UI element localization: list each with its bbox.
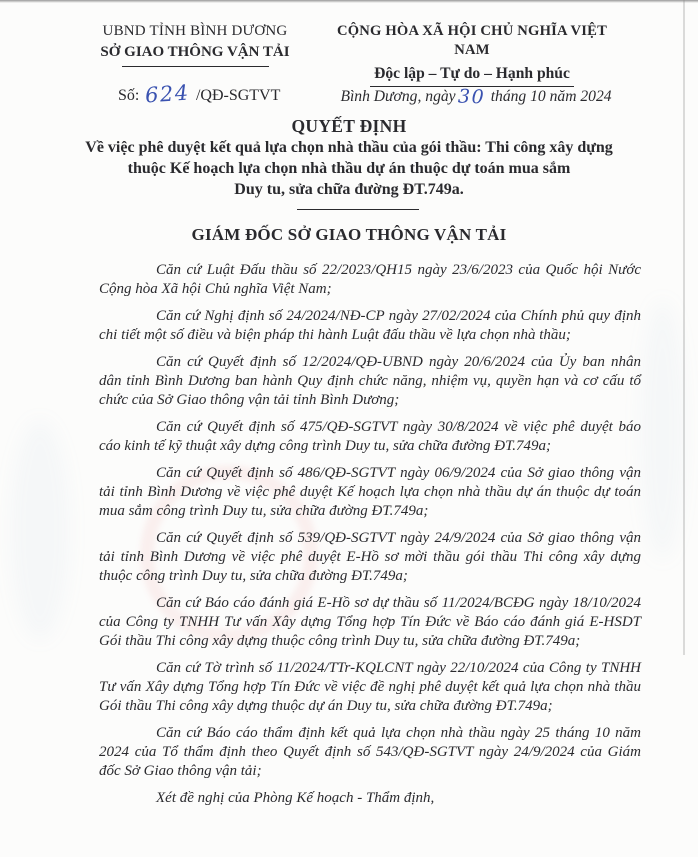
org-parent-name: UBND TỈNH BÌNH DƯƠNG [102,23,288,39]
national-header-block [322,22,622,87]
place-date-line [330,85,622,109]
title-block [40,116,658,245]
legal-basis-paragraph: Căn cứ Quyết định số 539/QĐ-SGTVT ngày 24/9/2024 của Sở giao thông vận tải tỉnh Bình Dương về việc phê duyệt E-Hồ sơ mời thầu gói thầu Thi công xây dựng thuộc công trình Duy tu, sửa chữa đường ĐT.749a; [99,530,641,584]
org-underline-rule [122,66,269,67]
legal-basis-paragraph: Căn cứ Nghị định số 24/2024/NĐ-CP ngày 27/02/2024 của Chính phủ quy định chi tiết một số điều và biện pháp thi hành Luật đấu thầu về lựa chọn nhà thầu; [99,308,641,343]
legal-basis-paragraph: Căn cứ Báo cáo thẩm định kết quả lựa chọn nhà thầu ngày 25 tháng 10 năm 2024 của Tổ thẩm định theo Quyết định số 543/QĐ-SGTVT ngày 24/9/2024 của Giám đốc Sở Giao thông vận tải; [99,725,641,779]
handwritten-day: 30 [457,85,486,109]
number-suffix: /QĐ-SGTVT [195,87,281,104]
legal-basis-paragraph: Căn cứ Tờ trình số 11/2024/TTr-KQLCNT ngày 22/10/2024 của Công ty TNHH Tư vấn Xây dựng Tổng hợp Tín Đức về việc đề nghị phê duyệt kết quả lựa chọn nhà thầu Gói thầu Thi công xây dựng thuộc dự án Duy tu, sửa chữa đường ĐT.749a; [99,660,641,714]
legal-basis-section [99,259,641,808]
ink-bleed-noise [640,300,685,560]
document-number-line [118,80,281,108]
issuing-org-block [60,22,330,67]
legal-basis-paragraph: Căn cứ Luật Đấu thầu số 22/2023/QH15 ngày 23/6/2023 của Quốc hội Nước Cộng hòa Xã hội Chủ nghĩa Việt Nam; [99,262,641,297]
number-label: Số: [118,87,140,104]
deciding-authority-heading: GIÁM ĐỐC SỞ GIAO THÔNG VẬN TẢI [191,225,507,244]
subject-line-2: thuộc Kế hoạch lựa chọn nhà thầu dự án thuộc dự toán mua sắm [127,160,571,177]
org-name: SỞ GIAO THÔNG VẬN TẢI [100,43,290,60]
subject-line-1: Về việc phê duyệt kết quả lựa chọn nhà thầu của gói thầu: Thi công xây dựng [85,139,613,156]
legal-basis-paragraph: Căn cứ Báo cáo đánh giá E-Hồ sơ dự thầu số 11/2024/BCĐG ngày 18/10/2024 của Công ty TNHH Tư vấn Xây dựng Tổng hợp Tín Đức về Báo cáo đánh giá E-HSDT Gói thầu Thi công xây dựng thuộc công trình Duy tu, sửa chữa đường ĐT.749a; [99,595,641,649]
subject-line-3: Duy tu, sửa chữa đường ĐT.749a. [234,181,464,198]
proposal-paragraph: Xét đề nghị của Phòng Kế hoạch - Thẩm định, [156,790,435,806]
scan-edge-artifact [0,0,698,3]
legal-basis-paragraph: Căn cứ Quyết định số 486/QĐ-SGTVT ngày 06/9/2024 của Sở giao thông vận tải tỉnh Bình Dương về việc phê duyệt Kế hoạch lựa chọn nhà thầu dự án thuộc dự toán mua sắm công trình Duy tu, sửa chữa đường ĐT.749a; [99,465,641,519]
legal-basis-paragraph: Căn cứ Quyết định số 12/2024/QĐ-UBND ngày 20/6/2024 của Ủy ban nhân dân tỉnh Bình Dương ban hành Quy định chức năng, nhiệm vụ, quyền hạn và cơ cấu tổ chức của Sở Giao thông vận tải tỉnh Bình Dương; [99,354,641,408]
legal-basis-paragraph: Căn cứ Quyết định số 475/QĐ-SGTVT ngày 30/8/2024 về việc phê duyệt báo cáo kinh tế kỹ thuật xây dựng công trình Duy tu, sửa chữa đường ĐT.749a; [99,419,641,454]
paper-fold-line-artifact [683,0,685,655]
handwritten-document-number: 624 [144,80,191,108]
dateline-prefix: Bình Dương, ngày [340,88,456,105]
dateline-suffix: tháng 10 năm 2024 [490,88,612,105]
national-motto: Độc lập – Tự do – Hạnh phúc [370,64,574,87]
title-separator-rule [297,209,419,210]
ink-bleed-noise [10,420,70,640]
national-title: CỘNG HÒA XÃ HỘI CHỦ NGHĨA VIỆT NAM [336,23,608,58]
document-type-heading: QUYẾT ĐỊNH [291,116,407,136]
